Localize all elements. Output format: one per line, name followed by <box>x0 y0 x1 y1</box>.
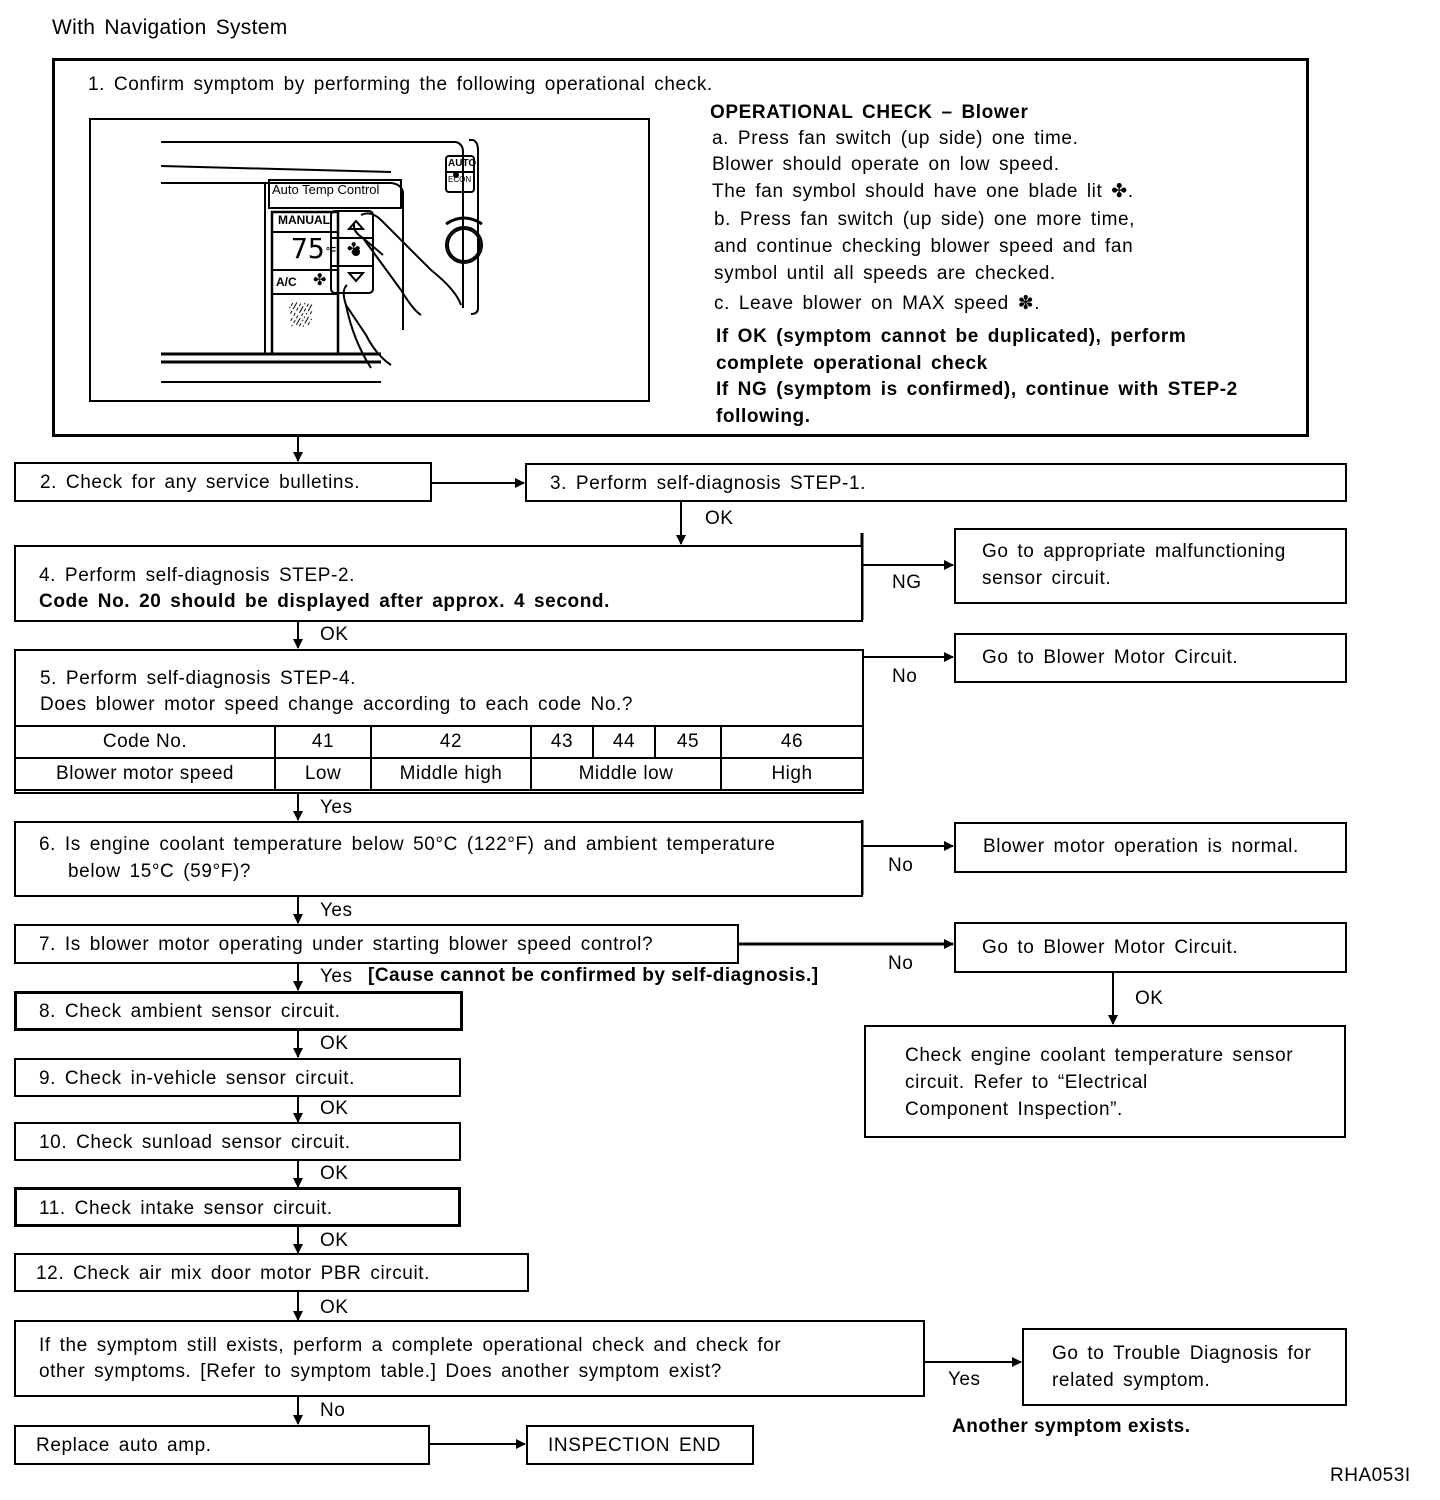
temperature-unit: °F <box>326 246 337 257</box>
op-check-line: Blower should operate on low speed. <box>712 154 1060 175</box>
code-cell: 43 <box>531 726 593 758</box>
ok-instruction: If OK (symptom cannot be duplicated), perform <box>716 326 1187 347</box>
blower-motor-circuit-text: Go to Blower Motor Circuit. <box>982 937 1239 958</box>
speed-cell: Low <box>275 758 371 790</box>
normal-operation-text: Blower motor operation is normal. <box>983 836 1299 857</box>
speed-cell: High <box>721 758 863 790</box>
code-cell: 45 <box>655 726 721 758</box>
trouble-diag-line2: related symptom. <box>1052 1370 1211 1391</box>
step9-text: 9. Check in-vehicle sensor circuit. <box>39 1068 355 1089</box>
ng-instruction-cont: following. <box>716 406 811 427</box>
table-row <box>15 758 863 790</box>
op-check-heading: OPERATIONAL CHECK – Blower <box>710 102 1029 123</box>
op-check-line: The fan symbol should have one blade lit ✤. <box>712 181 1134 202</box>
table-row <box>15 726 863 758</box>
code-cell: 42 <box>371 726 531 758</box>
code-cell: 41 <box>275 726 371 758</box>
malfunction-sensor-text: Go to appropriate malfunctioning sensor circuit. <box>982 541 1286 589</box>
op-check-line-c: c. Leave blower on MAX speed ✽. <box>714 293 1041 314</box>
step1-box <box>52 58 1309 437</box>
final-check-line2: other symptoms. [Refer to symptom table.] Does another symptom exist? <box>39 1361 722 1382</box>
step3-box <box>525 463 1347 502</box>
cause-note: [Cause cannot be confirmed by self-diagnosis.] <box>368 965 819 986</box>
no-label: No <box>892 666 918 687</box>
op-check-line-a: a. Press fan switch (up side) one time. <box>712 128 1079 149</box>
blower-motor-circuit-box-2 <box>954 922 1347 973</box>
final-check-line1: If the symptom still exists, perform a complete operational check and check for <box>39 1335 782 1356</box>
page-title: With Navigation System <box>52 16 288 39</box>
coolant-line3: Component Inspection”. <box>905 1099 1123 1120</box>
step1-text: 1. Confirm symptom by performing the following operational check. <box>88 74 713 95</box>
step2-text: 2. Check for any service bulletins. <box>40 472 361 493</box>
yes-label: Yes <box>948 1369 981 1390</box>
op-check-line-text: The fan symbol should have one blade lit <box>712 181 1103 202</box>
figure-id: RHA053I <box>1330 1465 1411 1486</box>
step6-line2: below 15°C (59°F)? <box>68 861 252 882</box>
blower-motor-circuit-text: Go to Blower Motor Circuit. <box>982 647 1239 668</box>
auto-button: AUTO <box>448 158 477 169</box>
hand-pressing-fan-switch-illustration <box>91 120 648 400</box>
ok-label: OK <box>320 1098 349 1119</box>
fan-max-icon: ✽ <box>1017 293 1035 314</box>
normal-operation-box <box>954 822 1347 873</box>
ok-label: OK <box>1135 988 1164 1009</box>
code-cell: 44 <box>593 726 655 758</box>
ok-label: OK <box>705 508 734 529</box>
step7-text: 7. Is blower motor operating under starting blower speed control? <box>39 934 654 955</box>
table-header-label: Code No. <box>15 726 275 758</box>
speed-cell: Middle low <box>531 758 721 790</box>
ng-label: NG <box>892 572 922 593</box>
step2-box <box>14 462 432 502</box>
step4-line2: Code No. 20 should be displayed after approx. 4 second. <box>39 591 611 612</box>
op-check-line: symbol until all speeds are checked. <box>714 263 1056 284</box>
coolant-sensor-check-box <box>864 1025 1346 1138</box>
inspection-end-box <box>526 1425 754 1465</box>
step9-box <box>14 1058 461 1097</box>
mode-label: MANUAL <box>278 213 330 227</box>
fan-symbol-icon: ✤ <box>313 272 327 289</box>
ok-label: OK <box>320 1230 349 1251</box>
coolant-line1: Check engine coolant temperature sensor <box>905 1045 1294 1066</box>
no-label: No <box>888 953 914 974</box>
step6-box <box>14 821 863 897</box>
step10-box <box>14 1122 461 1161</box>
final-check-box <box>14 1320 925 1397</box>
op-check-line: and continue checking blower speed and fan <box>714 236 1134 257</box>
step5-line2: Does blower motor speed change according to each code No.? <box>40 694 634 715</box>
ok-label: OK <box>320 1297 349 1318</box>
ok-label: OK <box>320 1033 349 1054</box>
econ-button: ECON <box>448 175 472 184</box>
step12-box <box>14 1253 529 1292</box>
step11-box <box>14 1187 461 1227</box>
ok-label: OK <box>320 624 349 645</box>
step8-box <box>14 991 463 1031</box>
trouble-diagnosis-box <box>1022 1328 1347 1406</box>
step4-box <box>14 545 863 622</box>
replace-text: Replace auto amp. <box>36 1435 212 1456</box>
control-panel-illustration <box>89 118 650 402</box>
panel-title: Auto Temp Control <box>272 182 380 197</box>
step3-text: 3. Perform self-diagnosis STEP-1. <box>550 473 867 494</box>
step12-text: 12. Check air mix door motor PBR circuit. <box>36 1263 431 1284</box>
step8-text: 8. Check ambient sensor circuit. <box>39 1001 341 1022</box>
op-check-line-text: c. Leave blower on MAX speed <box>714 293 1009 314</box>
ac-label: A/C <box>276 275 297 289</box>
defrost-icon: ⛆ <box>289 300 313 333</box>
table-row-label: Blower motor speed <box>15 758 275 790</box>
malfunction-sensor-box <box>954 528 1347 604</box>
code-speed-table <box>14 725 864 791</box>
yes-label: Yes <box>320 966 353 987</box>
op-check-line-b: b. Press fan switch (up side) one more time, <box>714 209 1136 230</box>
no-label: No <box>320 1400 346 1421</box>
ok-label: OK <box>320 1163 349 1184</box>
fan-one-blade-icon: ✤ <box>1111 181 1128 202</box>
step6-line1: 6. Is engine coolant temperature below 50°C (122°F) and ambient temperature <box>39 834 776 855</box>
code-cell: 46 <box>721 726 863 758</box>
trouble-diag-line1: Go to Trouble Diagnosis for <box>1052 1343 1312 1364</box>
inspection-end-text: INSPECTION END <box>548 1435 721 1456</box>
ng-instruction: If NG (symptom is confirmed), continue with STEP-2 <box>716 379 1238 400</box>
ok-instruction-cont: complete operational check <box>716 353 988 374</box>
coolant-line2: circuit. Refer to “Electrical <box>905 1072 1148 1093</box>
step5-line1: 5. Perform self-diagnosis STEP-4. <box>40 668 357 689</box>
no-label: No <box>888 855 914 876</box>
step7-box <box>14 924 739 964</box>
step11-text: 11. Check intake sensor circuit. <box>39 1198 333 1219</box>
yes-label: Yes <box>320 900 353 921</box>
yes-label: Yes <box>320 797 353 818</box>
speed-cell: Middle high <box>371 758 531 790</box>
replace-auto-amp-box <box>14 1425 430 1465</box>
step4-line1: 4. Perform self-diagnosis STEP-2. <box>39 565 356 586</box>
fan-button-icon: ✤ <box>347 241 361 258</box>
temperature-display: 75 <box>291 232 325 265</box>
blower-motor-circuit-box <box>954 633 1347 683</box>
step10-text: 10. Check sunload sensor circuit. <box>39 1132 351 1153</box>
another-symptom-note: Another symptom exists. <box>952 1416 1191 1437</box>
